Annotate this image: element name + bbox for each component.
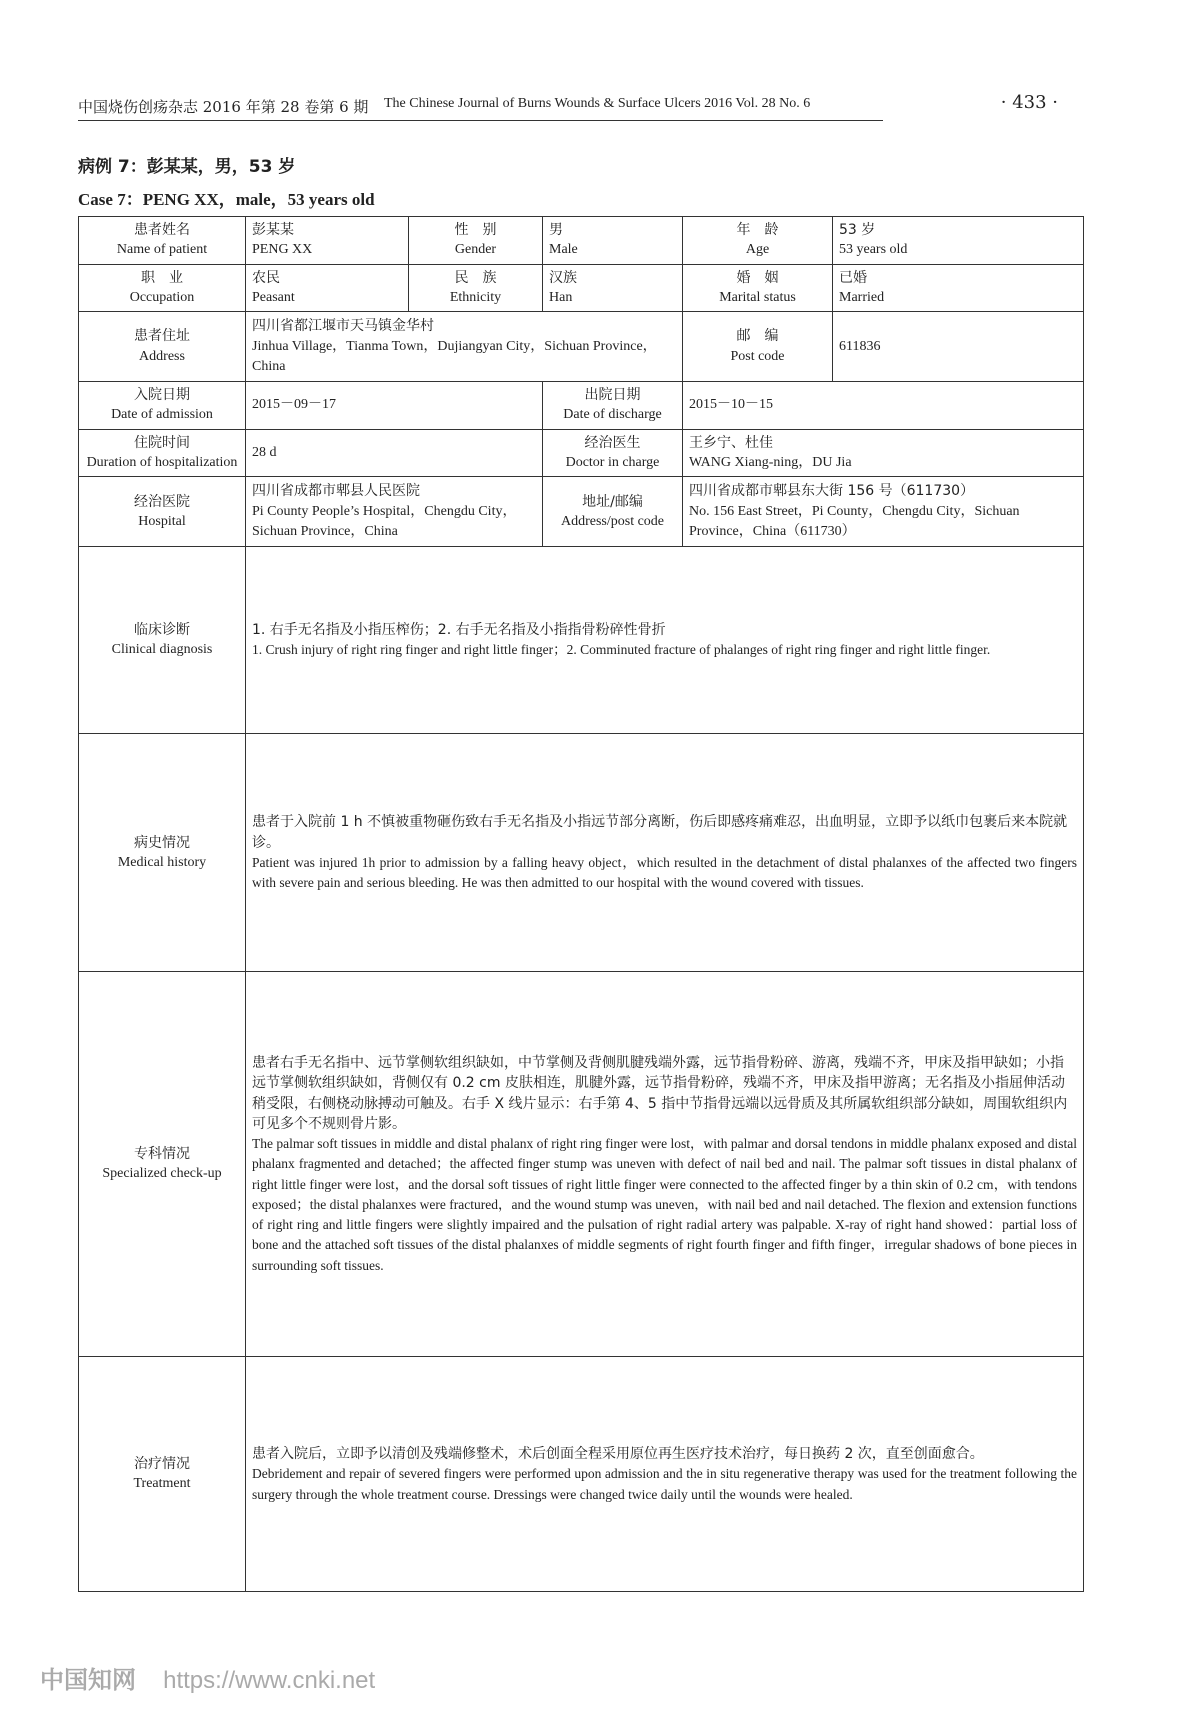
duration-label: 住院时间 Duration of hospitalization [79, 429, 246, 477]
postcode-value: 611836 [833, 312, 1084, 382]
ethnicity-label: 民 族 Ethnicity [409, 264, 543, 312]
cnki-logo: 中国知网 [40, 1666, 136, 1694]
address-value: 四川省都江堰市天马镇金华村 Jinhua Village，Tianma Town，Dujiangyan City，Sichuan Province，China [246, 312, 683, 382]
occupation-value: 农民 Peasant [246, 264, 409, 312]
ethnicity-value: 汉族 Han [543, 264, 683, 312]
checkup-label: 专科情况 Specialized check-up [79, 972, 246, 1357]
discharge-value: 2015－10－15 [683, 382, 1084, 430]
table-row [79, 1357, 1084, 1592]
case-title-cn: 病例 7：彭某某，男，53 岁 [78, 157, 296, 177]
cnki-url: https://www.cnki.net [163, 1667, 376, 1694]
discharge-label: 出院日期 Date of discharge [543, 382, 683, 430]
header-rule [78, 120, 883, 121]
treatment-label: 治疗情况 Treatment [79, 1357, 246, 1592]
page-number: · 433 · [1000, 92, 1058, 113]
hospital-address-label: 地址/邮编 Address/post code [543, 477, 683, 547]
diagnosis-text: 1. 右手无名指及小指压榨伤；2. 右手无名指及小指指骨粉碎性骨折 1. Crush injury of right ring finger and right little finger；2. Comminuted fracture of phalanges of right ring finger and right little finger. [246, 547, 1084, 734]
hospital-value: 四川省成都市郫县人民医院 Pi County People’s Hospital，Chengdu City，Sichuan Province，China [246, 477, 543, 547]
table-row [79, 547, 1084, 734]
case-title-en: Case 7：PENG XX，male，53 years old [78, 190, 375, 209]
table-row [79, 734, 1084, 972]
table-row [79, 429, 1084, 477]
journal-title-en: The Chinese Journal of Burns Wounds & Surface Ulcers 2016 Vol. 28 No. 6 [384, 96, 811, 111]
diagnosis-label: 临床诊断 Clinical diagnosis [79, 547, 246, 734]
checkup-text: 患者右手无名指中、远节掌侧软组织缺如，中节掌侧及背侧肌腱残端外露，远节指骨粉碎、游离，残端不齐，甲床及指甲缺如；小指远节掌侧软组织缺如，背侧仅有 0.2 cm 皮肤相连，肌腱外露，远节指骨粉碎，残端不齐，甲床及指甲游离；无名指及小指屈伸活动稍受限，右侧桡动脉搏动可触及。右手 X 线片显示：右手第 4、5 指中节指骨远端以远骨质及其所属软组织部分缺如，周围软组织内可见多个不规则骨片影。 The palmar soft tissues in middle and distal phalanx of right ring finger were lost，with palmar and dorsal tendons in middle phalanx exposed and distal phalanx fragmented and detached；the affected finger stump was uneven with defect of nail bed and nail. The palmar soft tissues in distal phalanx of right little finger were lost，and the dorsal soft tissues of right little finger were connected to the affected finger by a thin skin of 0.2 cm，with tendons exposed；the distal phalanxes were fractured，and the wound stump was uneven，with nail bed and nail detached. The flexion and extension functions of right ring and little fingers were slightly impaired and the pulsation of right radial artery was palpable. X-ray of right hand showed：partial loss of bone and the attached soft tissues of the distal phalanxes of middle segments of right fourth finger and fifth finger，irregular shadows of bone pieces in surrounding soft tissues. [246, 972, 1084, 1357]
doctor-label: 经治医生 Doctor in charge [543, 429, 683, 477]
marital-label: 婚 姻 Marital status [683, 264, 833, 312]
postcode-label: 邮 编 Post code [683, 312, 833, 382]
table-row [79, 382, 1084, 430]
age-label: 年 龄 Age [683, 217, 833, 265]
table-row [79, 264, 1084, 312]
history-label: 病史情况 Medical history [79, 734, 246, 972]
treatment-text: 患者入院后，立即予以清创及残端修整术，术后创面全程采用原位再生医疗技术治疗，每日换药 2 次，直至创面愈合。 Debridement and repair of severed fingers were performed upon admission and the in situ regenerative therapy was used for the treatment following the surgery through the whole treatment course. Dressings were changed twice daily until the wounds were healed. [246, 1357, 1084, 1592]
doctor-value: 王乡宁、杜佳 WANG Xiang-ning，DU Jia [683, 429, 1084, 477]
hospital-label: 经治医院 Hospital [79, 477, 246, 547]
table-row [79, 312, 1084, 382]
gender-label: 性 别 Gender [409, 217, 543, 265]
name-label: 患者姓名 Name of patient [79, 217, 246, 265]
address-label: 患者住址 Address [79, 312, 246, 382]
history-text: 患者于入院前 1 h 不慎被重物砸伤致右手无名指及小指远节部分离断，伤后即感疼痛难忍，出血明显，立即予以纸巾包裹后来本院就诊。 Patient was injured 1h prior to admission by a falling heavy object，which resulted in the detachment of distal phalanxes of the affected two fingers with severe pain and serious bleeding. He was then admitted to our hospital with the wound covered with tissues. [246, 734, 1084, 972]
case-record-table [78, 216, 1084, 1592]
table-row [79, 217, 1084, 265]
name-value: 彭某某 PENG XX [246, 217, 409, 265]
table-row [79, 477, 1084, 547]
running-header [78, 92, 1058, 118]
cnki-watermark [40, 1660, 375, 1696]
age-value: 53 岁 53 years old [833, 217, 1084, 265]
admission-value: 2015－09－17 [246, 382, 543, 430]
table-row [79, 972, 1084, 1357]
gender-value: 男 Male [543, 217, 683, 265]
journal-title-cn: 中国烧伤创疡杂志 2016 年第 28 卷第 6 期 [78, 98, 369, 116]
hospital-address-value: 四川省成都市郫县东大街 156 号（611730） No. 156 East Street，Pi County，Chengdu City，Sichuan Province，China（611730） [683, 477, 1084, 547]
occupation-label: 职 业 Occupation [79, 264, 246, 312]
duration-value: 28 d [246, 429, 543, 477]
admission-label: 入院日期 Date of admission [79, 382, 246, 430]
marital-value: 已婚 Married [833, 264, 1084, 312]
